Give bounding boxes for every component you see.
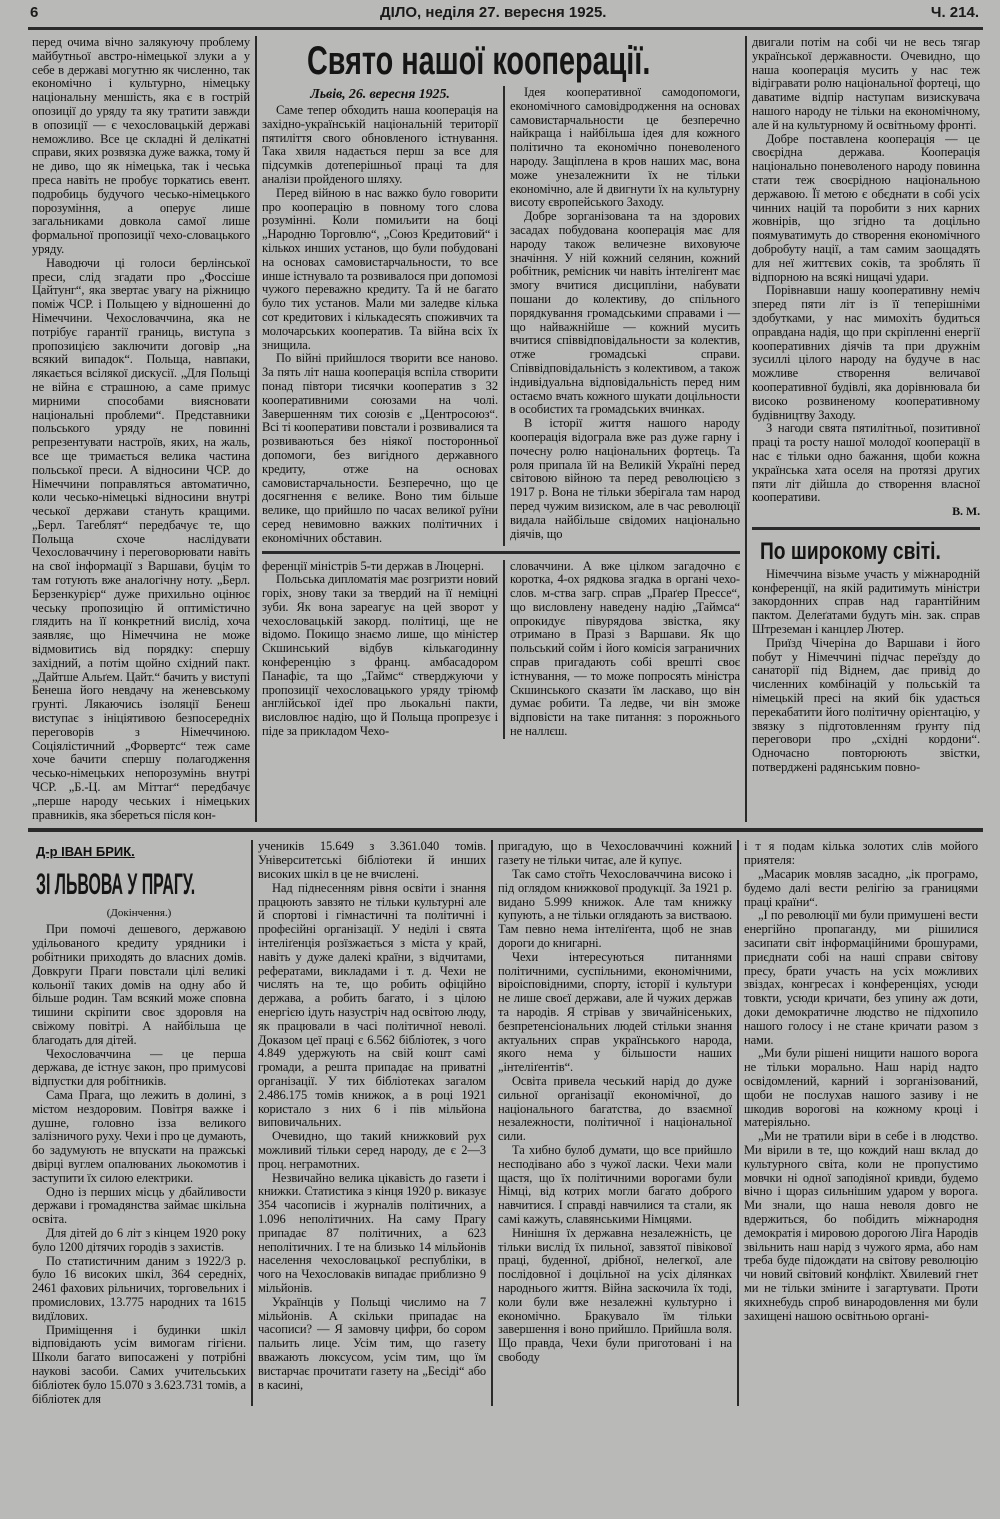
subtitle: (Докінчення.) bbox=[106, 907, 172, 920]
paragraph: По війні прийшлося творити все наново. За пять літ наша кооперація вспіла створити понад півтори тисячки кооператив з 32 кооперативними союзами на чолі. Завершенням тих союзів є „Центросоюз“. Всі ті кооперативи повстали і розвивалися та розвиваються без ніякої посторонньої допомоги, без вигідного державного кредиту, отже на основах самовистарчальности. Безперечно, що це досягнення є велике. Воно тим більше велике, що прийшло по часах великої руїни серед невимовно важких політичних і економічних обставин. bbox=[262, 351, 498, 545]
paragraph: ференції міністрів 5-ти держав в Люцерні. bbox=[262, 558, 484, 573]
paragraph: По статистичним даним з 1922/3 р. було 16 високих шкіл, 364 середніх, 2461 фахових рільничих, торговельних і промислових, 13.775 народних та 1615 видїлових. bbox=[32, 1253, 246, 1323]
paragraph: Незвичайно велика цікавість до газети і книжки. Статистика з кінця 1920 р. виказує 354 часописів і журналів політичних, а 1.096 неполітичних. На саму Прагу припадає 87 політичних, а 623 неполітичних. І те на близько 14 мільйонів населення чехословацької республіки, в чого на Чехословаків випадає приблизно 9 мільйонів. bbox=[258, 1170, 486, 1295]
paragraph: „Ми були рішені нищити нашого ворога не тільки морально. Наш нарід надто освідомлений, карний і зорганізований, щоби не послухав нашого зазиву і не шкодив ворогові на кожному кроці і матеріяльно. bbox=[744, 1046, 978, 1130]
page-number: 6 bbox=[30, 4, 39, 21]
section-rule bbox=[752, 527, 980, 530]
top-section bbox=[32, 36, 1000, 822]
paragraph: Добре зорганізована та на здорових засадах побудована кооперація має для народу також величезне виховуюче значіння. У ній кожний селянин, кожний робітник, ремісник чи навіть інтелігент має змогу вчитися дисципліни, набувати пошани до колективу, до спільного порядкування громадськими справами і — що найважнійше — кожний мусить вчитися співвідповідальности за колектив, отже громадські справи. Співвідповідальність з колективом, а також індивідуальна відповідальність перед ним остаємо вчать кожного шукати доцільности в особистих та громадських вчинках. bbox=[510, 209, 740, 417]
paragraph: „І по революції ми були примушені вести енергійно пропаганду, ми рішилися засипати світ інформаційними брошурами, приєднати собі на наші справи світову пресу, брати участь на усіх можливих звіздах, конгресах і конференціях, усюди товкти, усюди кричати, без упину аж доти, доки демократичне людство не підхопило нашого голосу і не стане кричати разом з нами. bbox=[744, 908, 978, 1047]
cooperation-col-c bbox=[752, 36, 980, 519]
prague-col-2 bbox=[253, 840, 493, 1406]
cooperation-col-b bbox=[505, 86, 740, 546]
paragraph: двигали потім на собі чи не весь тягар української державности. Очевидно, що наша кооперація мусить у нас теж відігравати ролю національної фортеці, що даватиме відпір наступам визискувача нашого народу не тільки на економічному, але й на культурному й освітньому фронті. bbox=[752, 35, 980, 132]
paragraph: Приїзд Чічеріна до Варшави і його побут у Німеччині підчас переїзду до санаторії під Віднем, дає привід до численних комбінацій у польській та німецькій пресі на який бік удасться перекабатити його політичну орієнтацію, у звязку з підготовленням ґрунту під переговори про „східні кордони“. Одночасно повторюють звістки, потверджені радянським повно- bbox=[752, 635, 980, 775]
page-section-rule bbox=[28, 828, 983, 832]
paragraph: Порівнавши нашу кооперативну неміч зперед пяти літ із її теперішніми здобутками, у нас мимохіть будиться оправдана надія, що при скріпленні енергії кооперативних діячів та при дружнім зусиллі цілого народу на будуче в нас можливе створення величавої кооперативної будівлі, яка дорівнювала би високо розвиненому кооперативному будівництву Заходу. bbox=[752, 283, 980, 422]
paragraph: Одно із перших місць у дбайливости держави і громадянства займає шкільна освіта. bbox=[32, 1184, 246, 1227]
paragraph: Перед війною в нас важко було говорити про кооперацію в повному того слова розумінні. Коли помиљити на боці „Народню Торговлю“, „Союз Кредитовий“ і кількох инших установ, що були побудовані на основах самовистарчальности, то все инше істнувало та розвивалося при допомозі чужого переважно кредиту. Та й не багато було тих установ. Мали ми заледве кілька сот кредитових і кількадесять споживчих та молочарських кооператив. Та війна всіх їх знищила. bbox=[262, 185, 498, 352]
paragraph: Для дітей до 6 літ з кінцем 1920 року було 1200 дітячих городів з захистів. bbox=[32, 1225, 246, 1254]
top-left-continuation-a bbox=[262, 560, 505, 739]
paragraph: „Масарик мовляв засадно, „ік програмо, будемо далі вести релігію за границями праці країни“. bbox=[744, 867, 978, 909]
section-rule bbox=[262, 551, 740, 554]
paragraph: Чехословаччина — це перша держава, де істнує закон, про примусові відпустки для робітників. bbox=[32, 1046, 246, 1089]
paragraph: учеників 15.649 з 3.361.040 томів. Університетські бібліотеки й инших високих шкіл в це не вчислені. bbox=[258, 839, 486, 882]
prague-col-4 bbox=[739, 840, 978, 1406]
paragraph: словаччини. А вже цілком загадочно є коротка, 4-ох рядкова згадка в органі чехо-слов. м-ства загр. справ „Праґер Прессе“, що висловлену наведену надію „Таймса“ опрокидує півурядова звістка, яку отримано в Празі з Варшави. Як що польський сойм і його комісія заграничних справ пригадають собі врешті своє істнування, — то може попросять міністра Скшинського сказати їм ласкаво, що він думає робити. Та ледве, чи він зможе відповісти на таке питання: з порожнього не наллєш. bbox=[510, 558, 740, 739]
prague-title: ЗІ ЛЬВОВА У ПРАГУ. bbox=[36, 868, 196, 902]
cooperation-title: Свято нашої кооперації. bbox=[307, 39, 651, 83]
world-news bbox=[752, 568, 980, 775]
dateline: Львів, 26. вересня 1925. bbox=[310, 87, 450, 102]
right-column bbox=[747, 36, 980, 822]
prague-article bbox=[32, 840, 1000, 1406]
masthead: ДІЛО, неділя 27. вересня 1925. bbox=[380, 4, 607, 21]
signature: В. М. bbox=[952, 504, 980, 519]
paragraph: Та хибно булоб думати, що все прийшло несподівано або з чужої ласки. Чехи мали щастя, що їх політичними ворогами були Німці, від котрих могли багато доброго навчитися. І справді навчилися та стали, як самі кажуть, славянськими Німцями. bbox=[498, 1142, 732, 1226]
paragraph: Добре поставлена кооперація — це своєрідна держава. Кооперація національно поневоленого народу повинна стати теж своєрідною національною державою. Її метою є обєднати в собі усіх чинних націй та поробити з них карних жовнірів, що згідно та доцільно поямуватимуть до створення економічного добробуту нації, а там самим заощадять для неї життєвих соків, та зроблять її відпорною на всякі нищачі удари. bbox=[752, 131, 980, 284]
paragraph: і т я подам кілька золотих слів мойого приятеля: bbox=[744, 839, 978, 868]
paragraph: Наводючи ці голоси берлінської преси, слід згадати про „Фоссіше Цайтунг“, яка звертає увагу на ріжницю поміж ЧСР. і Польщею у відношенні до Німеччини. Чехословаччина, яка не потрібує гарантії границь, виступа з пропозицією заключити договір „на всякий випадок“. Польща, навпаки, лякається всілякої дискусії. „Для Польщі не війна є страшною, а саме примус мирними способами виясновати національні проблеми“. Представники польського уряду не повинні репрезентувати настроїв, яких, на жаль, все ще тримається велика частина польської преси. А відносини ЧСР. до Німеччини поправляться автоматично, коли чесько-німецькі відносини внутрі чеської держави стануть кращими. „Берл. Тагеблят“ передбачує те, що Польща схоче наслідувати Чехословаччину і переговорювати навіть на свої інформації з Варшави, буцім то там готують вже аналогічну ноту. „Берл. Берзенкурієр“ дуже прихильно оцінює чеську пропозицію й оптимістично глядить на її конкретний вислід, хоча заявляє, що Німеччина не може відмовитись від порядку: спершу західний, а потім щойно східний пакт. „Дайтше Альґем. Цайт.“ бачить у виступі Бенеша його невдачу на женевському грунті. Лякаючись ізоляції Бенеш виступає з ініціятивою безпосередніх переговорів з Німеччиною. Соціялістичний „Форвертс“ теж саме хоче бачити спершу полагодження чесько-німецьких непорозумінь внутрі ЧСР. „Б.-Ц. ам Міттаг“ передбачує „перше народу чеських і німецьких правників, яка збереться після кон- bbox=[32, 255, 250, 822]
top-left-article bbox=[32, 36, 257, 822]
paragraph: В історії життя нашого народу кооперація відограла вже раз дуже гарну і почесну ролю національних фортець. Та роля припала їй на Великій Україні перед світовою війною та перед революцією з 1917 р. Вона не тільки зберігала там народ перед чужим визиском, але в час революції видала найбільше свідомих національно діячів, що bbox=[510, 416, 740, 541]
paragraph: Освіта привела чеський нарід до дуже сильної організації економічної, до національного багатства, до взаємної незалежности, політичної і національної сили. bbox=[498, 1073, 732, 1144]
issue-number: Ч. 214. bbox=[930, 4, 979, 21]
paragraph: Українців у Польщі числимо на 7 мільйонів. А скільки припадає на часописи? — Я замовчу цифри, бо сором пальить лице. Усім тим, що газету вважають люксусом, усім тим, що їм вистарчає прочитати газету на „Бесіді“ або в касині, bbox=[258, 1294, 486, 1392]
top-left-continuation-b bbox=[505, 560, 740, 739]
byline: Д-р ІВАН БРИК. bbox=[36, 844, 135, 860]
paragraph: Ідея кооперативної самодопомоги, економічного самовідродження на основах самовистарчальности це безперечно найкраща і найбільша ідея для кожного політично та економічно поневоленого народу. Защіплена в кров наших мас, вона може унезалежнити їх не тільки економічно, але й двигнути їх на культурну висоту європейського Заходу. bbox=[510, 85, 740, 210]
paragraph: „Ми не тратили віри в себе і в людство. Ми вірили в те, що кождий наш вклад до культурного світа, коли не пропустимо мовчки ні одної заподіяної кривди, будемо вічно і щораз сильнішим ударом у ворога. Ми знали, що наша неволя довго не вдержиться, бо побідить міжнародня демократія і мировою дорогою Ліга Народів звільнить наш нарід з чужого ярма, або нам треба буде підождати на світову революцію чи новий світовий конфлікт. Хвилевий гнет ми не тільки зміните і загартувати. Проти якихнебудь спроб винародовлення ми були захищені нашою освітньою органі- bbox=[744, 1129, 978, 1323]
paragraph: Німеччина візьме участь у міжнародній конференції, на якій радитимуть міністри закордонних справ над гарантійним пактом. Делеґатами будуть мін. зак. справ Штреземан і канцлер Лютер. bbox=[752, 566, 980, 637]
paragraph: Нинішня їх державна незалежність, це тільки вислід їх пильної, завзятої півікової праці, буденної, дрібної, нелегкої, але послідовної і доцільної на усіх ділянках народнього життя. Війна заскочила їх тоді, коли були вже незалежні культурно і економічно. Бракувало їм тільки завершення і воно прийшло. Прийшла воля. Що правда, Чехи були приготовані і на свободу bbox=[498, 1225, 732, 1364]
cooperation-article bbox=[257, 36, 747, 822]
paragraph: Сама Прага, що лежить в долині, з містом нездоровим. Повітря важке і душне, головно ізза великого залізничого руху. Чехи і про це думають, бо задумують не впускати на пражські двірці вуглем опалюваних льокомотив і заступити їх силою електрики. bbox=[32, 1087, 246, 1185]
paragraph: перед очима вічно залякуючу проблему майбутньої австро-німецької злуки а у себе в державі могутню як численно, так економічно і культурно, німецьку національну меншість, яка є в гострій опозиції до уряду та яку тратити завжди в опозиції — є чехословацькій державі неможливо. Все це складні й делікатні справи, яких розвязка дуже важка, тому й не диво, що як німецька, так і чеська преса навіть не пробує торкатись евент. подробиць будучого чесько-німецького порозуміння, а оперує лише загальниками довкола самої лише формальної пропозиції чехо-словацького уряду. bbox=[32, 35, 250, 256]
page-header bbox=[28, 0, 983, 30]
paragraph: Очевидно, що такий книжковий рух можливий тільки серед народу, де є 2—3 проц. неграмотних. bbox=[258, 1129, 486, 1171]
cooperation-col-a bbox=[262, 86, 505, 546]
prague-col-3 bbox=[493, 840, 739, 1406]
paragraph: Саме тепер обходить наша кооперація на західно-українській національній території пятиліття свого обновленого істнування. Така хвиля надається перш за все для підсумків дотеперішньої праці та для аналізи пройденого шляху. bbox=[262, 103, 498, 186]
paragraph: При помочі дешевого, державою удільованого кредиту урядники і робітники приходять до власних домів. Довкруги Праги повстали цілі великі кольонії таких домів на одну або й більше родин. Там всякий може сповна тишини скріпити своє здоровля на свіжому повітрі. А найбільша це благодать для дітей. bbox=[32, 922, 246, 1047]
prague-col-1 bbox=[32, 840, 253, 1406]
paragraph: З нагоди свята пятилітньої, позитивної праці та росту нашої молодої кооперації в нас є тільки одно бажання, щоби кожна українська хата оселя на протязі других пяти літ дійшла до створення власної кооперативи. bbox=[752, 421, 980, 505]
paragraph: Чехи інтересуються питаннями політичними, суспільними, економічними, віроісповідними, спорту, історії і культури не лише своєї держави, але й чужих держав та народів. Я стрівав у звичайнісеньких, безпретенсіональних людей стільки знання актуальних справ українського народа, якого нема у більшости наших „інтеліґентів“. bbox=[498, 949, 732, 1075]
paragraph: Польська дипломатія має розгризти новий горіх, знову таки за твердий на її неміцні зуби. Як вона зареагує на цей зворот у чехословацькій закорд. політиці, ще не відомо. Покищо знаємо лише, що міністер Скшинський відбув кількагодинну конференцію з франц. амбасадором Панафіє, та що „Таймс“ стверджуючи у пропозиції чехословацького уряду тріюмф англійської ідеї про льокальні пакти, висловлює надію, що й Польща пропрезує і піде за прикладом Чехо- bbox=[262, 572, 498, 739]
world-news-title: По широкому світі. bbox=[760, 537, 941, 565]
paragraph: Над піднесенням рівня освіти і знання працюють завзято не тільки культурні але й спортові і гімнастичні та політичні і професійні організації. У неділі і свята інтеліґенція розїзжається з міста у край, навіть у дуже далекі країни, з відчитами, рефератами, викладами і т. д. Чехи не числять на те, що робить офіційно держава, а робить багато, і з цілою енергією ідуть назустріч над освітою люду, як працювали в часі політичної неволі. Доказом цеї праці є 6.562 бібліотек, з чого 4.849 удержують на свій кошт самі громади, а решта припадає на приватні організації. У тих бібліотеках загалом 2.486.175 томів книжок, а в році 1921 користало з них 6 і пів мільйона виповичальних. bbox=[258, 880, 486, 1130]
paragraph: Приміщення і будинки шкіл відповідають усім вимогам гігієни. Школи багато випосажені у потрібні наукові засоби. Самих учительських бібліотек було 15.070 з 3.623.731 томів, а бібліотек для bbox=[32, 1322, 246, 1406]
paragraph: пригадую, що в Чехословаччині кожний газету не тільки читає, але й купує. bbox=[498, 839, 732, 868]
paragraph: Так само стоїть Чехословаччина високо і під оглядом книжкової продукції. За 1921 р. видано 5.999 книжок. Але там книжку купують, а не тільки оглядають за вистваою. Там певно нема інтеліґента, щоб не знав дороги до книгарні. bbox=[498, 867, 732, 950]
